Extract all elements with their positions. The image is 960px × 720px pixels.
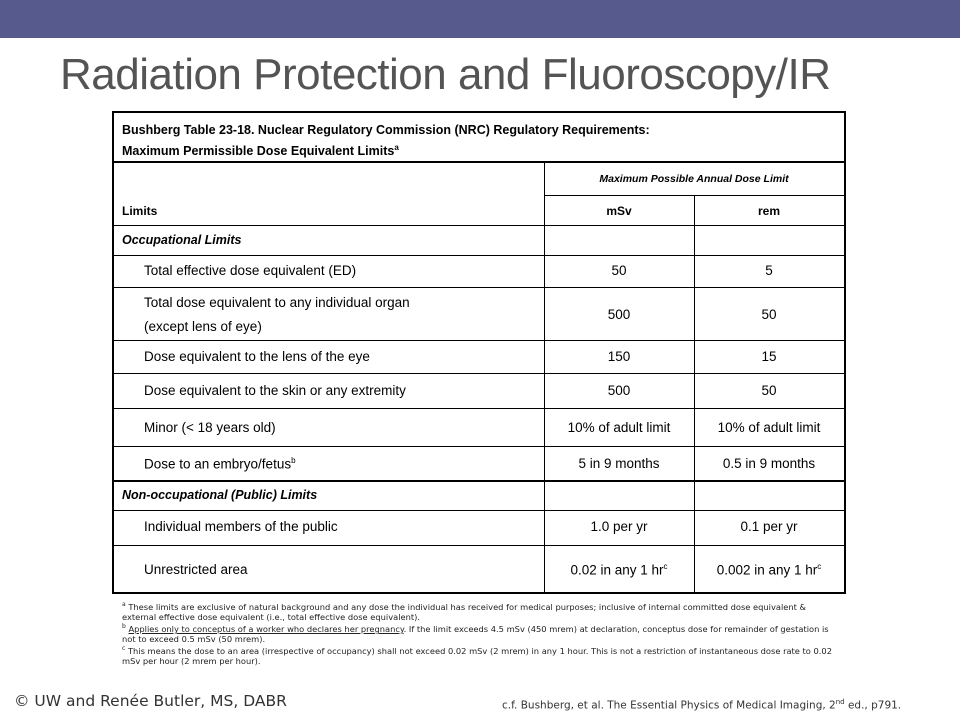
footnote-c: $^c$ This means the dose to an area (irrespective of occupancy) shall not exceed 0.02 mSv (2 mrem) in any 1 hour. This is not a restriction of instantaneous dose rate to 0.02 mSv per hour (2 mrem per hour). xyxy=(122,645,832,667)
footnote-a: $^a$ These limits are exclusive of natural background and any dose the individual has received for medical purposes; inclusive of internal committed dose equivalent & external effective dose equivalent (i.e., total effective dose equivalent). xyxy=(122,601,806,622)
divider xyxy=(114,545,844,546)
row-label: Unrestricted area xyxy=(144,562,248,577)
row-rem: 50 xyxy=(761,307,777,322)
header-group-label: Maximum Possible Annual Dose Limit xyxy=(599,173,789,185)
row-msv: 500 xyxy=(607,383,631,398)
column-header-limits: Limits xyxy=(122,204,158,218)
row-rem: 50 xyxy=(761,383,777,398)
row-label: Dose equivalent to the skin or any extremity xyxy=(144,383,406,398)
table-caption xyxy=(122,122,650,160)
table-footnotes xyxy=(122,600,842,667)
caption-line-2: Maximum Permissible Dose Equivalent Limits$^a$ xyxy=(122,143,399,159)
footnote-mark: c xyxy=(663,562,668,571)
row-msv: 150 xyxy=(607,349,631,364)
row-label: Minor (< 18 years old) xyxy=(144,420,276,435)
row-msv: 500 xyxy=(607,307,631,322)
divider xyxy=(114,446,844,447)
row-msv: 50 xyxy=(611,263,627,278)
row-rem: 5 xyxy=(765,263,773,278)
row-msv: 10% of adult limit xyxy=(567,420,671,435)
divider xyxy=(114,255,844,256)
divider xyxy=(114,161,844,163)
row-rem: 0.002 in any 1 $hr^c$ xyxy=(716,562,822,578)
column-header-msv: mSv xyxy=(606,204,632,218)
divider xyxy=(114,225,844,226)
divider xyxy=(114,408,844,409)
row-label: Individual members of the public xyxy=(144,519,338,534)
row-msv: 5 in 9 months xyxy=(578,456,660,471)
row-msv: 0.02 in any 1 $hr^c$ xyxy=(570,562,668,578)
source-citation: c.f. Bushberg, et al. The Essential Physics of Medical Imaging, 2nd ed., p791. xyxy=(502,698,902,712)
dose-limits-table xyxy=(112,111,846,594)
footnote-mark: c xyxy=(817,562,822,571)
row-label: Dose to an embryo/fetus$^b$ xyxy=(144,456,296,472)
row-rem: 0.1 per yr xyxy=(740,519,798,534)
copyright-notice: © UW and Renée Butler, MS, DABR xyxy=(14,692,287,710)
row-label: Total effective dose equivalent (ED) xyxy=(144,263,357,278)
column-header-rem: rem xyxy=(757,204,780,218)
divider xyxy=(114,340,844,341)
section-public: Non-occupational (Public) Limits xyxy=(122,488,318,502)
row-label-line-1: Total dose equivalent to any individual organ xyxy=(144,295,410,310)
row-msv: 1.0 per yr xyxy=(590,519,648,534)
row-rem: 10% of adult limit xyxy=(717,420,821,435)
caption-line-1: Bushberg Table 23-18. Nuclear Regulatory Commission (NRC) Regulatory Requirements: xyxy=(122,123,650,137)
section-occupational: Occupational Limits xyxy=(122,233,242,247)
footnote-b: $^b$ Applies only to conceptus of a worker who declares her pregnancy. If the limit exceeds 4.5 mSv (450 mrem) at declaration, conceptus dose for remainder of gestation is not to exceed 0.5 mSv (50 mrem). xyxy=(122,623,829,645)
divider xyxy=(114,510,844,511)
header-bar xyxy=(0,0,960,38)
footnote-mark: b xyxy=(291,456,296,465)
row-rem: 0.5 in 9 months xyxy=(722,456,816,471)
caption-footnote-mark: a xyxy=(394,143,399,152)
divider xyxy=(114,373,844,374)
row-label-line-2: (except lens of eye) xyxy=(144,319,262,334)
slide-title: Radiation Protection and Fluoroscopy/IR xyxy=(60,50,831,99)
divider xyxy=(114,287,844,288)
divider xyxy=(114,480,844,482)
row-rem: 15 xyxy=(761,349,777,364)
row-label: Dose equivalent to the lens of the eye xyxy=(144,349,370,364)
